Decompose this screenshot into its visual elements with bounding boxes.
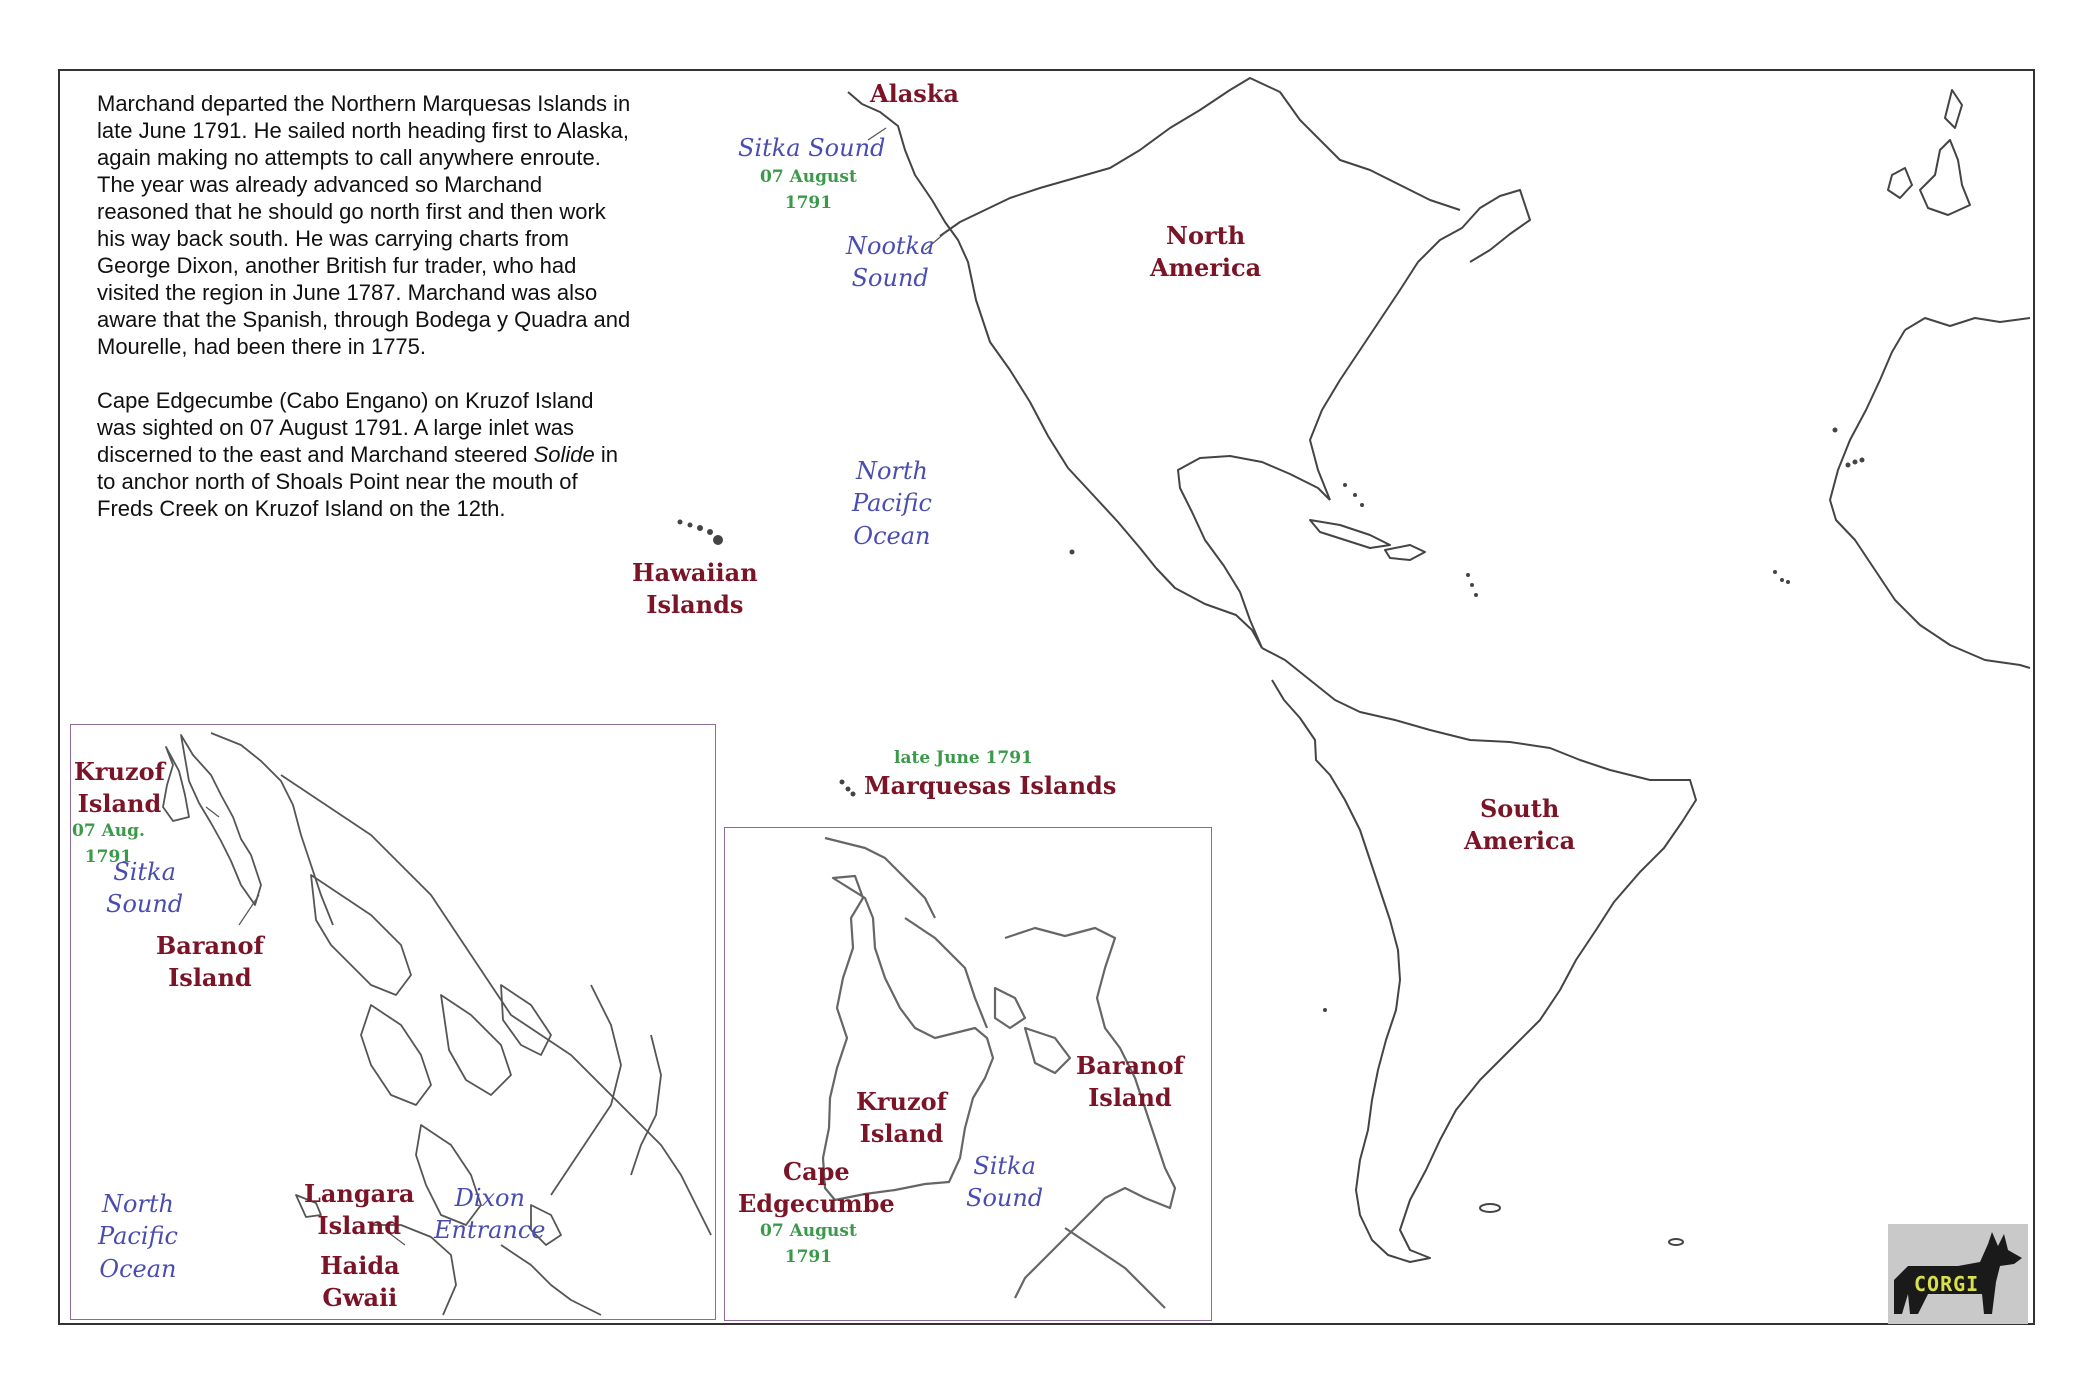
inset-right-sitka-sound: Sitka Sound: [966, 1152, 1044, 1213]
archipelago-b: [361, 1005, 431, 1105]
inset-right-kruzof-island: Kruzof Island: [856, 1087, 947, 1149]
south-georgia: [1669, 1239, 1683, 1245]
archipelago-a: [311, 875, 411, 995]
marquesas-islands-dots: [840, 780, 856, 797]
north-america-arctic: [940, 78, 1460, 236]
inset-left-sitka-sound: Sitka Sound: [106, 858, 184, 919]
label-north-america: North America: [1150, 221, 1262, 283]
north-america-northeast: [1310, 190, 1530, 500]
inset-left-baranof-island: Baranof Island: [156, 931, 264, 993]
label-sitka-date: 07 August 1791: [760, 167, 857, 214]
inset-left-dixon-entrance: Dixon Entrance: [434, 1184, 546, 1245]
british-isles: [1920, 140, 1970, 215]
baranof-leader: [239, 895, 259, 925]
gulf-coast: [1178, 456, 1330, 648]
mainland-south: [501, 1245, 601, 1315]
label-sitka-sound: Sitka Sound: [738, 134, 886, 162]
falkland-islands: [1480, 1204, 1500, 1212]
hawaiian-islands-dots: [678, 520, 724, 546]
label-hawaiian-islands: Hawaiian Islands: [632, 558, 758, 620]
fjord-east-2: [631, 1035, 661, 1175]
label-marquesas-date: late June 1791: [894, 748, 1033, 768]
inset-right-baranof-island: Baranof Island: [1076, 1051, 1184, 1113]
intro-paragraph-2: [97, 387, 637, 522]
intro-p2-after: in to anchor north of Shoals Point near the mouth of Freds Creek on Kruzof Island on the 12th.: [97, 442, 619, 521]
corgi-logo: [1888, 1224, 2028, 1324]
inset-right-cape-date: 07 August 1791: [760, 1221, 857, 1268]
inset-left-haida-gwaii: Haida Gwaii: [320, 1251, 400, 1313]
label-nootka-sound: Nootka Sound: [846, 232, 935, 293]
ireland: [1888, 168, 1912, 198]
inner-channels: [905, 918, 987, 1028]
label-alaska: Alaska: [870, 79, 959, 108]
inset-left-kruzof-date: 07 Aug. 1791: [72, 821, 145, 868]
scandinavia: [1945, 90, 1962, 128]
intro-p2-before: Cape Edgecumbe (Cabo Engano) on Kruzof Island was sighted on 07 August 1791. A large inlet was discerned to the east and Marchand steered: [97, 388, 594, 467]
cuba: [1310, 520, 1390, 548]
inset-left-kruzof-island: Kruzof Island: [74, 757, 165, 819]
inset-left-langara-island: Langara Island: [304, 1179, 415, 1241]
hispaniola: [1385, 545, 1425, 560]
baranof-coast: [181, 735, 261, 905]
africa-coast: [1830, 330, 2030, 668]
archipelago-c: [441, 995, 511, 1095]
archipelago-d: [501, 985, 551, 1055]
kruzof-leader: [206, 807, 219, 817]
inset-left-north-pacific-ocean: North Pacific Ocean: [98, 1190, 178, 1283]
ship-name: Solide: [533, 442, 595, 467]
mainland-coast: [281, 775, 711, 1235]
label-south-america: South America: [1464, 794, 1576, 856]
logo-text: CORGI: [1914, 1272, 1980, 1296]
label-north-pacific-ocean: North Pacific Ocean: [852, 457, 932, 550]
inset-right-cape-edgecumbe: Cape Edgecumbe: [738, 1157, 895, 1219]
east-inlets: [1065, 1228, 1165, 1308]
label-marquesas-islands: Marquesas Islands: [864, 771, 1117, 800]
intro-paragraph-1: Marchand departed the Northern Marquesas Islands in late June 1791. He sailed north heading first to Alaska, again making no attempts to call anywhere enroute. The year was already advanced so Marchand reasoned that he should go north first and then work his way back south. He was carrying charts from George Dixon, another British fur trader, who had visited the region in June 1787. Marchand was also aware that the Spanish, through Bodega y Quadra and Mourelle, had been there in 1775.: [97, 91, 631, 359]
sound-islands: [995, 988, 1025, 1028]
iberia: [1905, 318, 2030, 330]
chichagof-coast: [211, 733, 333, 925]
intro-text: [97, 90, 637, 549]
south-america-coast: [1262, 648, 1696, 1262]
fjord-east: [551, 985, 621, 1195]
sound-islands-2: [1025, 1028, 1070, 1073]
